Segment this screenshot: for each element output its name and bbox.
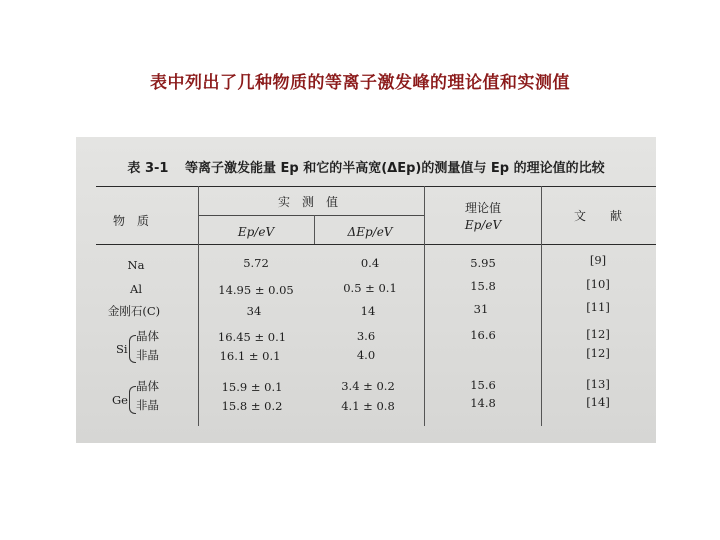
si-crystal-theory: 16.6 <box>470 328 496 342</box>
col-divider-inner <box>314 215 315 244</box>
col-divider-3 <box>541 186 542 426</box>
ge-crystal-form: 晶体 <box>136 379 159 393</box>
si-crystal-delta: 3.6 <box>356 329 376 343</box>
table-number: 表 3-1 <box>127 161 169 176</box>
header-delta-ep: ΔEp/eV <box>347 225 393 239</box>
si-element: Si <box>116 342 128 356</box>
ge-amorphous-delta: 4.1 ± 0.8 <box>341 399 395 413</box>
si-crystal-ep: 16.45 ± 0.1 <box>217 330 287 344</box>
si-amorphous-ref: [12] <box>586 346 610 360</box>
header-theory-2: Ep/eV <box>464 218 502 232</box>
ge-element: Ge <box>112 393 128 407</box>
table-caption <box>76 157 656 176</box>
top-rule <box>96 186 656 187</box>
header-material: 物 质 <box>112 214 150 228</box>
row-al-theory: 15.8 <box>470 279 496 293</box>
ge-amorphous-form: 非晶 <box>136 398 159 412</box>
scanned-table <box>76 137 656 443</box>
header-theory-1: 理论值 <box>464 201 502 215</box>
ge-crystal-ref: [13] <box>586 377 610 391</box>
slide-title: 表中列出了几种物质的等离子激发峰的理论值和实测值 <box>150 73 570 93</box>
si-amorphous-delta: 4.0 <box>356 348 376 362</box>
row-na-ref: [9] <box>589 253 607 267</box>
row-na-theory: 5.95 <box>470 256 496 270</box>
ge-crystal-theory: 15.6 <box>470 378 496 392</box>
row-na-delta: 0.4 <box>360 256 380 270</box>
row-al-material: Al <box>130 282 142 296</box>
si-amorphous-ep: 16.1 ± 0.1 <box>219 349 281 363</box>
row-c-theory: 31 <box>473 302 489 316</box>
col-divider-2 <box>424 186 425 426</box>
ge-amorphous-ep: 15.8 ± 0.2 <box>221 399 283 413</box>
subheader-rule <box>198 215 424 216</box>
row-al-ep: 14.95 ± 0.05 <box>218 283 294 297</box>
row-na-material: Na <box>127 258 145 272</box>
table-caption-text: 等离子激发能量 Ep 和它的半高宽(ΔEp)的测量值与 Ep 的理论值的比较 <box>184 161 605 176</box>
ge-crystal-delta: 3.4 ± 0.2 <box>341 379 395 393</box>
row-c-delta: 14 <box>360 304 376 318</box>
ge-amorphous-theory: 14.8 <box>470 396 496 410</box>
header-measured: 实 测 值 <box>277 195 339 209</box>
row-na-ep: 5.72 <box>243 256 269 270</box>
row-c-ref: [11] <box>586 300 610 314</box>
row-c-material: 金刚石(C) <box>107 304 161 318</box>
header-ep: Ep/eV <box>237 225 275 239</box>
header-rule <box>96 244 656 245</box>
row-al-ref: [10] <box>586 277 610 291</box>
si-crystal-form: 晶体 <box>136 329 159 343</box>
col-divider-1 <box>198 186 199 426</box>
header-reference: 文 献 <box>573 209 623 223</box>
ge-amorphous-ref: [14] <box>586 395 610 409</box>
row-c-ep: 34 <box>246 304 262 318</box>
si-brace <box>129 335 136 363</box>
ge-crystal-ep: 15.9 ± 0.1 <box>221 380 283 394</box>
row-al-delta: 0.5 ± 0.1 <box>343 281 397 295</box>
si-crystal-ref: [12] <box>586 327 610 341</box>
ge-brace <box>129 386 136 414</box>
si-amorphous-form: 非晶 <box>136 348 159 362</box>
